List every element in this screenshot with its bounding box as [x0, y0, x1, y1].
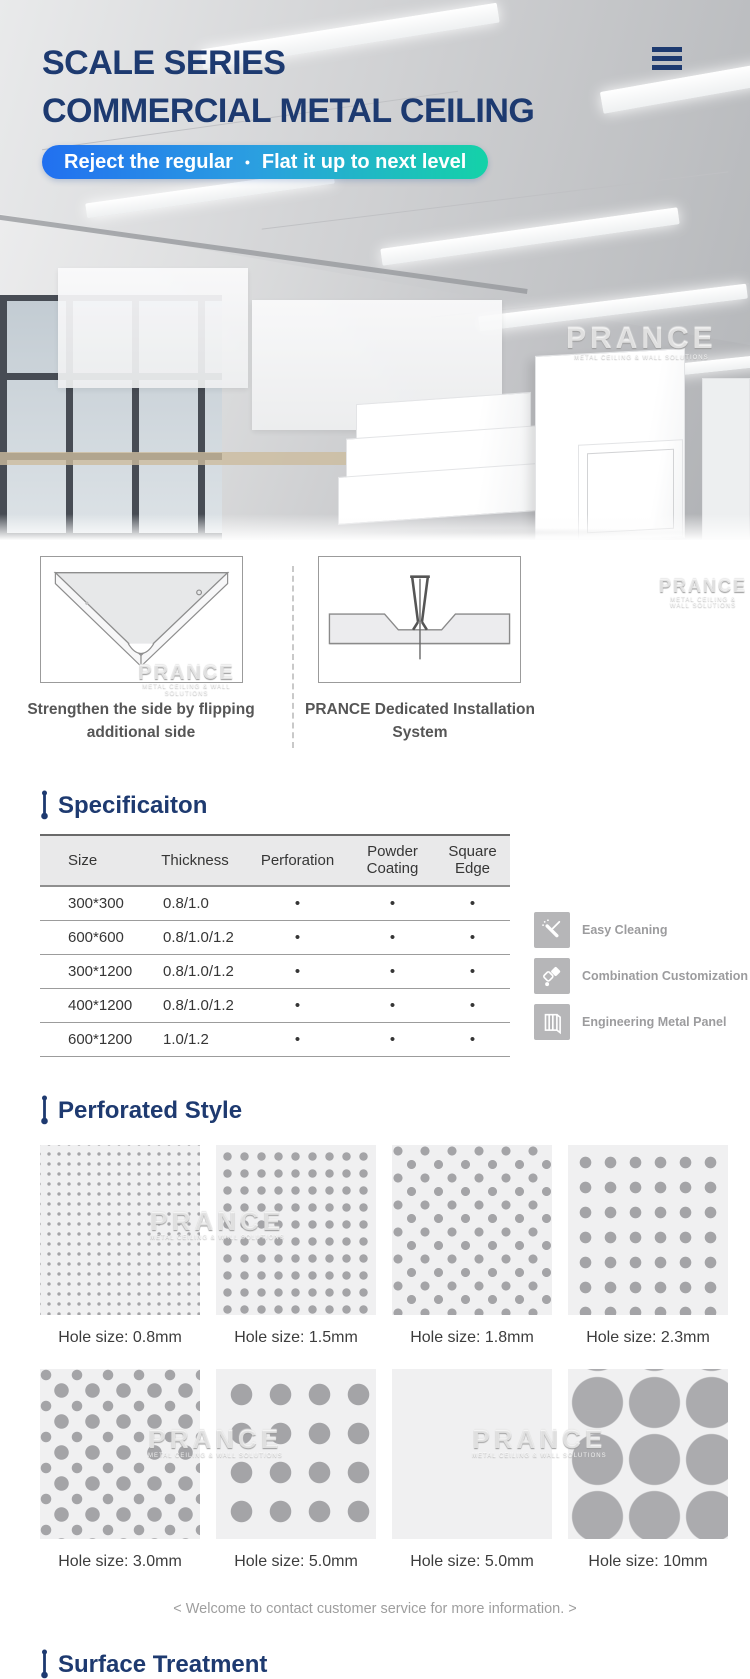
tagline-pill — [42, 145, 488, 179]
badge-label: Engineering Metal Panel — [582, 1015, 727, 1029]
installation-drawing — [319, 557, 520, 682]
perforation-cell: • — [245, 920, 350, 954]
square-edge-cell: • — [435, 886, 510, 921]
swatch-label: Hole size: 1.5mm — [234, 1328, 358, 1346]
hero-fade — [0, 514, 750, 540]
prance-watermark: PRANCE METAL CEILING & WALL SOLUTIONS — [472, 1423, 607, 1460]
swatch-cell — [40, 1369, 200, 1571]
column-header: Size — [40, 835, 145, 886]
size-cell: 600*1200 — [40, 1022, 145, 1056]
perforation-swatch-5.0mm-round — [216, 1369, 376, 1539]
perforated-heading — [40, 1095, 750, 1125]
cleaning-icon — [534, 912, 570, 948]
edge-flip-drawing — [41, 557, 242, 682]
perforation-swatch-grid — [40, 1145, 710, 1571]
perforation-cell: • — [245, 886, 350, 921]
specification-heading-label: Specificaiton — [58, 792, 208, 819]
edge-flip-caption: Strengthen the side by flipping additional side — [27, 701, 255, 742]
menu-button[interactable] — [652, 47, 684, 74]
thickness-cell: 0.8/1.0/1.2 — [145, 954, 245, 988]
hero-title-line1: SCALE SERIES — [42, 44, 286, 82]
hero-banner — [0, 0, 750, 540]
column-header: Powder Coating — [350, 835, 435, 886]
menu-icon — [652, 47, 682, 52]
specification-heading — [40, 790, 750, 820]
specification-table — [40, 834, 510, 1057]
specification-section — [0, 790, 750, 1057]
contact-note: < Welcome to contact customer service for more information. > — [173, 1600, 577, 1617]
size-cell: 300*300 — [40, 886, 145, 921]
section-marker-icon — [40, 790, 49, 820]
perforation-swatch-1.5mm — [216, 1145, 376, 1315]
perforation-cell: • — [245, 1022, 350, 1056]
installation-diagram — [318, 556, 748, 683]
prance-watermark: PRANCE METAL CEILING & WALL SOLUTIONS — [659, 576, 748, 610]
swatch-label: Hole size: 5.0mm — [410, 1552, 534, 1570]
table-row — [40, 988, 510, 1022]
menu-icon — [652, 56, 682, 61]
table-row — [40, 886, 510, 921]
column-header: Thickness — [145, 835, 245, 886]
edge-flip-diagram — [40, 556, 243, 697]
size-cell: 400*1200 — [40, 988, 145, 1022]
metal-panel-icon — [534, 1004, 570, 1040]
perforation-swatch-3.0mm — [40, 1369, 200, 1539]
badge-combination-customization — [534, 958, 748, 994]
surface-treatment-heading-label: Surface Treatment — [58, 1650, 268, 1678]
badge-label: Combination Customization — [582, 969, 748, 983]
installation-caption: PRANCE Dedicated Installation System — [305, 701, 535, 742]
surface-treatment-section — [0, 1649, 750, 1679]
thickness-cell: 0.8/1.0/1.2 — [145, 988, 245, 1022]
powder-coating-cell: • — [350, 988, 435, 1022]
prance-watermark: PRANCE METAL CEILING & WALL SOLUTIONS — [150, 1205, 285, 1242]
thickness-cell: 1.0/1.2 — [145, 1022, 245, 1056]
feature-diagrams — [0, 556, 750, 756]
hero-title-line2: COMMERCIAL METAL CEILING — [42, 92, 535, 130]
prance-watermark: PRANCE METAL CEILING & WALL SOLUTIONS — [566, 322, 717, 361]
square-edge-cell: • — [435, 1022, 510, 1056]
size-cell: 300*1200 — [40, 954, 145, 988]
square-edge-cell: • — [435, 920, 510, 954]
powder-coating-cell: • — [350, 954, 435, 988]
prance-watermark: PRANCE METAL CEILING & WALL SOLUTIONS — [138, 662, 235, 697]
square-edge-cell: • — [435, 988, 510, 1022]
swatch-cell — [568, 1369, 728, 1571]
swatch-label: Hole size: 5.0mm — [234, 1552, 358, 1570]
table-row — [40, 1022, 510, 1056]
column-header: Perforation — [245, 835, 350, 886]
swatch-label: Hole size: 2.3mm — [586, 1328, 710, 1346]
swatch-cell — [216, 1145, 376, 1347]
surface-treatment-heading — [40, 1649, 750, 1679]
thickness-cell: 0.8/1.0/1.2 — [145, 920, 245, 954]
perforation-swatch-10mm — [568, 1369, 728, 1539]
table-row — [40, 954, 510, 988]
swatch-label: Hole size: 3.0mm — [58, 1552, 182, 1570]
swatch-cell — [392, 1145, 552, 1347]
powder-coating-cell: • — [350, 1022, 435, 1056]
square-edge-cell: • — [435, 954, 510, 988]
perforation-swatch-2.3mm — [568, 1145, 728, 1315]
perforation-cell: • — [245, 988, 350, 1022]
swatch-cell — [40, 1145, 200, 1347]
badge-easy-cleaning — [534, 912, 748, 948]
dot-separator-icon: • — [244, 154, 250, 170]
powder-coating-cell: • — [350, 920, 435, 954]
section-marker-icon — [40, 1095, 49, 1125]
badge-engineering-metal-panel — [534, 1004, 748, 1040]
prance-watermark: PRANCE METAL CEILING & WALL SOLUTIONS — [148, 1423, 283, 1460]
perforation-swatch-1.8mm — [392, 1145, 552, 1315]
swatch-cell — [568, 1145, 728, 1347]
column-header: Square Edge — [435, 835, 510, 886]
perforation-swatch-0.8mm — [40, 1145, 200, 1315]
tagline-right: Flat it up to next level — [261, 150, 467, 173]
thickness-cell: 0.8/1.0 — [145, 886, 245, 921]
swatch-label: Hole size: 10mm — [588, 1552, 708, 1570]
perforation-swatch-5.0mm-square — [392, 1369, 552, 1539]
window-blind — [58, 268, 248, 388]
section-marker-icon — [40, 1649, 49, 1679]
tagline-left: Reject the regular — [64, 150, 233, 173]
dashed-divider — [292, 566, 294, 748]
table-row — [40, 920, 510, 954]
table-header-row — [40, 835, 510, 886]
customization-icon — [534, 958, 570, 994]
size-cell: 600*600 — [40, 920, 145, 954]
perforation-cell: • — [245, 954, 350, 988]
swatch-cell — [392, 1369, 552, 1571]
menu-icon — [652, 65, 682, 70]
swatch-label: Hole size: 0.8mm — [58, 1328, 182, 1346]
swatch-label: Hole size: 1.8mm — [410, 1328, 534, 1346]
feature-badges — [534, 912, 748, 1057]
powder-coating-cell: • — [350, 886, 435, 921]
perforated-section — [0, 1095, 750, 1617]
swatch-cell — [216, 1369, 376, 1571]
perforated-heading-label: Perforated Style — [58, 1096, 243, 1124]
badge-label: Easy Cleaning — [582, 923, 668, 937]
